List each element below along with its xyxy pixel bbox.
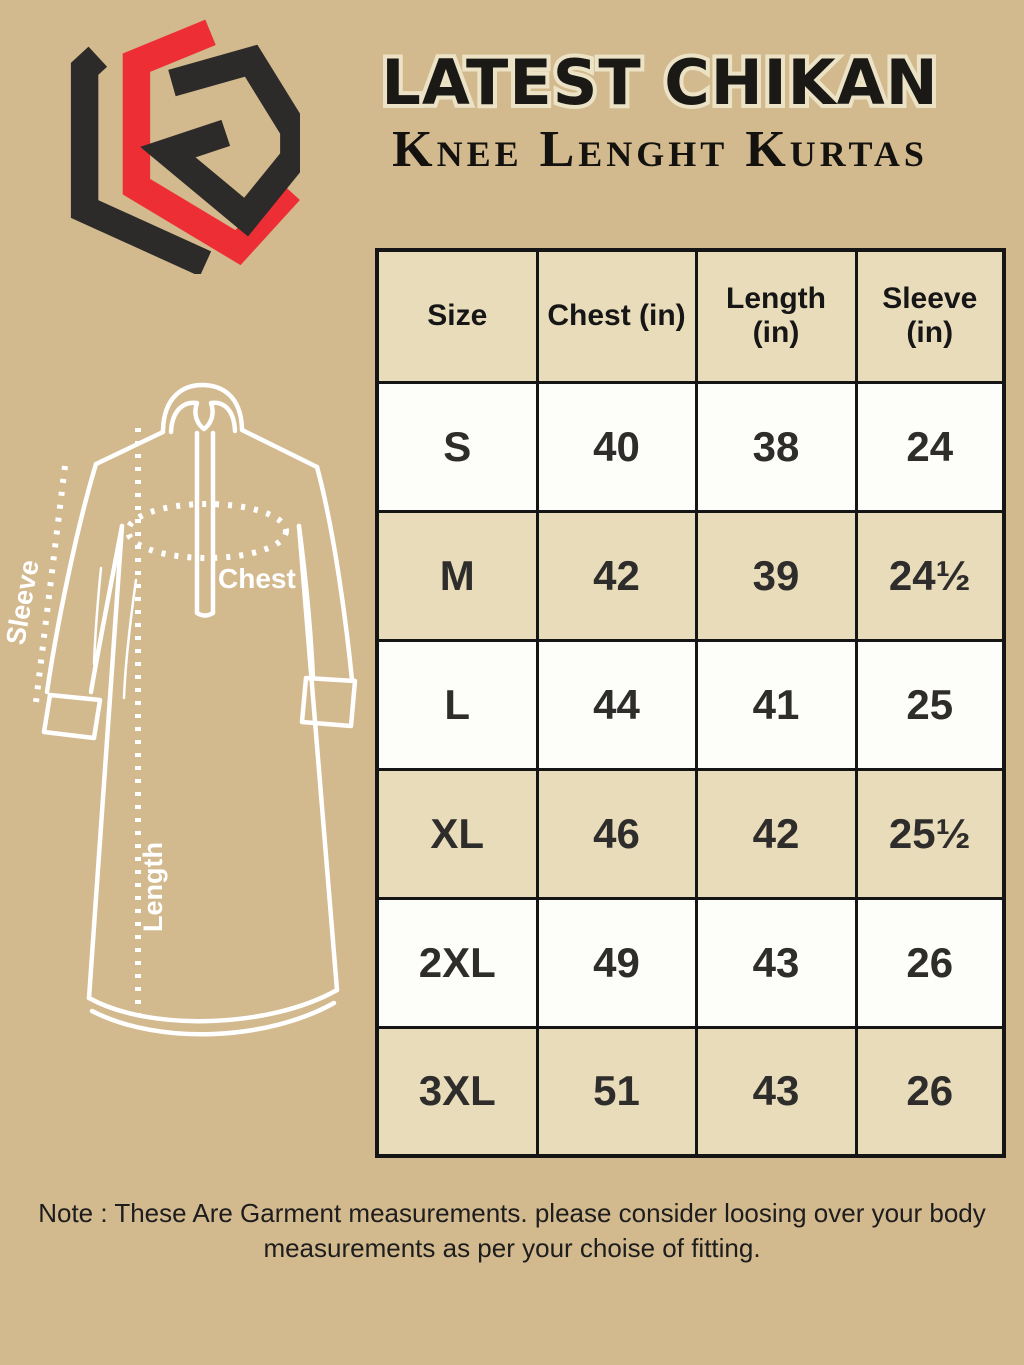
logo-g-shape [168,61,294,217]
table-row-l [377,640,1004,769]
chest-label: Chest [218,563,296,594]
cell-length: 39 [696,511,856,640]
cell-sleeve: 26 [856,1027,1004,1156]
kurta-body-left [89,526,122,998]
note-line-2: measurements as per your choise of fitting. [263,1233,761,1264]
cell-length: 41 [696,640,856,769]
cell-chest: 40 [537,382,696,511]
kurta-collar [163,385,242,430]
cell-sleeve: 25 [856,640,1004,769]
measurement-note [0,1196,1024,1266]
column-header-sleeve: Sleeve (in) [856,250,1004,382]
kurta-shoulder-left [96,432,163,464]
kurta-placket [197,433,213,616]
header-block [302,46,1018,179]
kurta-sleeve-right-outer [317,467,352,680]
length-label: Length [138,842,168,932]
kurta-body-right [299,526,337,990]
kurta-collar-inner [171,403,235,432]
kurta-crease-left [124,580,136,698]
cell-chest: 49 [537,898,696,1027]
table-row-3xl [377,1027,1004,1156]
cell-chest: 42 [537,511,696,640]
column-header-length: Length (in) [696,250,856,382]
cell-length: 38 [696,382,856,511]
cell-size: M [377,511,537,640]
cell-size: 3XL [377,1027,537,1156]
table-header-row [377,250,1004,382]
cell-size: XL [377,769,537,898]
sleeve-label: Sleeve [0,557,45,648]
table-row-2xl [377,898,1004,1027]
table-row-m [377,511,1004,640]
chest-measure-ellipse [128,504,286,558]
cell-size: 2XL [377,898,537,1027]
cell-sleeve: 25½ [856,769,1004,898]
page-subtitle: Knee Lenght Kurtas [392,121,928,179]
table-row-xl [377,769,1004,898]
cell-sleeve: 24 [856,382,1004,511]
cell-chest: 46 [537,769,696,898]
size-chart-table [375,248,1006,1158]
cell-sleeve: 26 [856,898,1004,1027]
kurta-cuff-left [44,695,100,738]
cell-size: S [377,382,537,511]
cell-length: 43 [696,898,856,1027]
cell-size: L [377,640,537,769]
column-header-chest: Chest (in) [537,250,696,382]
cell-length: 42 [696,769,856,898]
column-header-size: Size [377,250,537,382]
table-row-s [377,382,1004,511]
note-line-1: Note : These Are Garment measurements. please consider loosing over your body [38,1198,986,1228]
lcg-logo [50,14,300,274]
cell-chest: 44 [537,640,696,769]
cell-length: 43 [696,1027,856,1156]
kurta-shoulder-right [242,430,317,467]
kurta-measurement-diagram [0,380,380,1120]
cell-chest: 51 [537,1027,696,1156]
page-title: LATEST CHIKAN [381,46,939,119]
cell-sleeve: 24½ [856,511,1004,640]
kurta-sleeve-left-outer [47,464,96,692]
